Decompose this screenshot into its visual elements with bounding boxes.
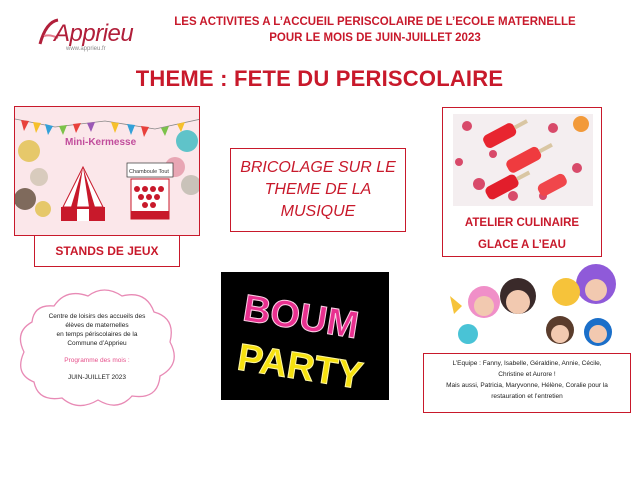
team-line-4: restauration et l’entretien (491, 393, 563, 400)
team-avatars (448, 262, 628, 354)
apprieu-logo (36, 14, 146, 54)
logo-url: www.apprieu.fr (66, 46, 106, 52)
logo-wordmark: Apprieu (54, 20, 134, 47)
stands-de-jeux-box (34, 235, 180, 267)
team-box (423, 353, 631, 413)
kermesse-illustration (14, 106, 200, 236)
atelier-line-2: GLACE A L’EAU (478, 239, 566, 251)
kermesse-sign-text: Chamboule Tout (129, 169, 169, 175)
bricolage-label: BRICOLAGE SUR LE THEME DE LA MUSIQUE (240, 159, 396, 220)
header-line-1: LES ACTIVITES A L’ACCUEIL PERISCOLAIRE DE L’ECOLE MATERNELLE (174, 16, 576, 28)
party-word: PARTY (234, 336, 366, 398)
page-header (165, 14, 585, 46)
cloud-program-label: Programme des mois : (64, 357, 130, 364)
cloud-period: JUIN-JUILLET 2023 (67, 374, 127, 381)
team-line-1: L’Equipe : Fanny, Isabelle, Géraldine, Annie, Cécile, (452, 360, 602, 367)
boum-party-graphic (221, 272, 389, 400)
info-cloud (14, 284, 182, 412)
popsicle-photo (453, 114, 593, 206)
bricolage-box (230, 148, 406, 232)
team-line-2: Christine et Aurore ! (498, 371, 556, 378)
kermesse-banner-text: Mini-Kermesse (65, 137, 137, 148)
boum-word: BOUM (240, 287, 362, 348)
header-line-2: POUR LE MOIS DE JUIN-JUILLET 2023 (269, 32, 481, 44)
cloud-line-2: élèves de maternelles (65, 322, 129, 329)
stands-label: STANDS DE JEUX (55, 244, 159, 258)
cloud-line-3: en temps périscolaires de la (56, 331, 138, 338)
team-line-3: Mais aussi, Patricia, Maryvonne, Hélène, Coralie pour la (446, 382, 608, 389)
atelier-line-1: ATELIER CULINAIRE (464, 217, 580, 229)
cloud-line-4: Commune d’Apprieu (67, 340, 127, 347)
page-title: THEME : FETE DU PERISCOLAIRE (135, 66, 504, 91)
atelier-culinaire-box (442, 107, 602, 257)
cloud-line-1: Centre de loisirs des accueils des (48, 313, 146, 320)
